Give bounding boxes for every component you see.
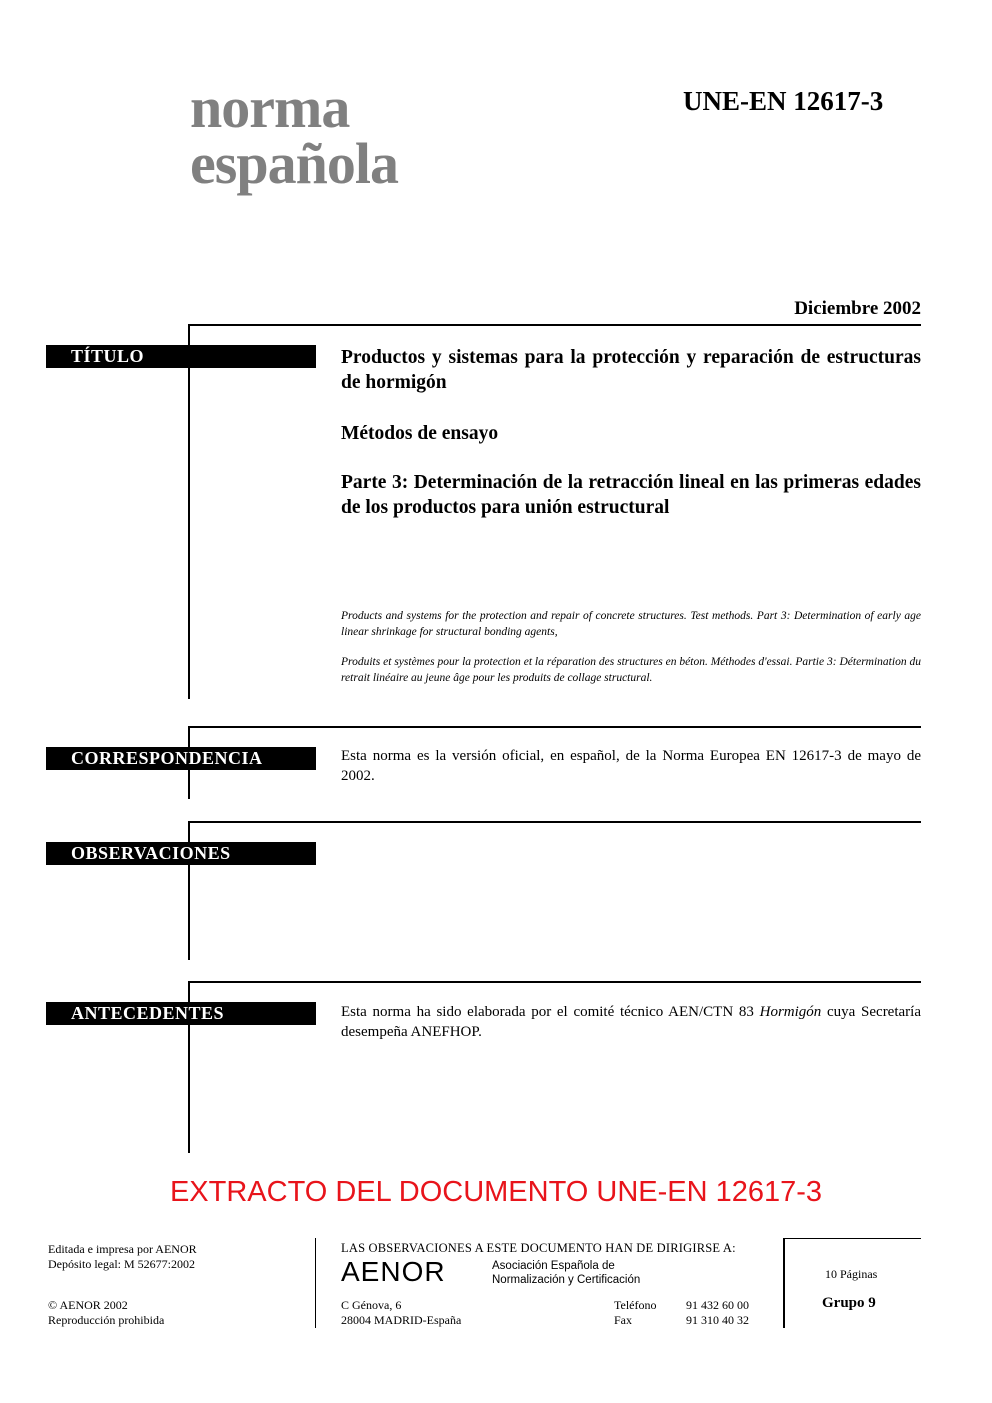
brand-title	[190, 75, 398, 196]
label-observaciones: OBSERVACIONES	[46, 842, 316, 865]
extract-notice: EXTRACTO DEL DOCUMENTO UNE-EN 12617-3	[169, 1176, 823, 1208]
title-fr: Produits et systèmes pour la protection et la réparation des structures en béton. Méthodes d'essai. Partie 3: Détermination du retrait linéaire au jeune âge pour les produits de collage structural.	[341, 656, 921, 684]
footer-reproduction: Reproducción prohibida	[48, 1313, 165, 1327]
footer-copyright: © AENOR 2002	[48, 1298, 128, 1312]
title-en: Products and systems for the protection and repair of concrete structures. Test methods. Part 3: Determination of early age linear shrinkage for structural bonding agents,	[341, 610, 921, 638]
price-group: Grupo 9	[822, 1295, 876, 1311]
footer-edited: Editada e impresa por AENOR	[48, 1242, 197, 1256]
antecedentes-committee-name: Hormigón	[759, 1004, 822, 1020]
brand-line-1: norma	[190, 75, 350, 140]
antecedentes-text	[341, 1002, 921, 1042]
document-code: UNE-EN 12617-3	[683, 86, 884, 116]
footer-box-top-rule	[783, 1238, 921, 1239]
label-titulo: TÍTULO	[46, 345, 316, 368]
footer-deposit: Depósito legal: M 52677:2002	[48, 1257, 195, 1271]
page-count: 10 Páginas	[825, 1267, 878, 1281]
antecedentes-text-start: Esta norma ha sido elaborada por el comité técnico AEN/CTN 83	[341, 1004, 760, 1020]
section-vrule-titulo	[188, 324, 190, 699]
title-es: Productos y sistemas para la protección y reparación de estructuras de hormigón	[341, 347, 921, 393]
aenor-name-line-2: Normalización y Certificación	[492, 1274, 641, 1286]
brand-line-2: española	[190, 131, 398, 196]
phone-value: 91 432 60 00	[686, 1298, 749, 1312]
fax-label: Fax	[614, 1313, 632, 1327]
fax-value: 91 310 40 32	[686, 1313, 749, 1327]
section-rule-antecedentes	[188, 981, 921, 983]
subtitle-es: Métodos de ensayo	[341, 423, 499, 444]
part-es: Parte 3: Determinación de la retracción lineal en las primeras edades de los productos para unión estructural	[341, 472, 921, 518]
label-correspondencia: CORRESPONDENCIA	[46, 747, 316, 770]
section-rule-titulo	[188, 324, 921, 326]
aenor-logo: AENOR	[341, 1256, 446, 1287]
footer-divider-right	[783, 1238, 785, 1328]
aenor-name-line-1: Asociación Española de	[492, 1260, 615, 1272]
section-rule-observaciones	[188, 821, 921, 823]
antecedentes-text-end: cuya Secretaría desempeña ANEFHOP.	[341, 1004, 921, 1040]
document-date: Diciembre 2002	[794, 298, 921, 319]
aenor-full-name	[492, 1259, 640, 1287]
label-antecedentes: ANTECEDENTES	[46, 1002, 316, 1025]
footer-observations-header: LAS OBSERVACIONES A ESTE DOCUMENTO HAN DE DIRIGIRSE A:	[341, 1241, 736, 1255]
section-rule-correspondencia	[188, 726, 921, 728]
correspondencia-text: Esta norma es la versión oficial, en español, de la Norma Europea EN 12617-3 de mayo de 2002.	[341, 748, 921, 784]
footer-divider-left	[315, 1238, 316, 1328]
address-line-2: 28004 MADRID-España	[341, 1313, 462, 1327]
phone-label: Teléfono	[614, 1298, 657, 1312]
address-line-1: C Génova, 6	[341, 1298, 402, 1312]
